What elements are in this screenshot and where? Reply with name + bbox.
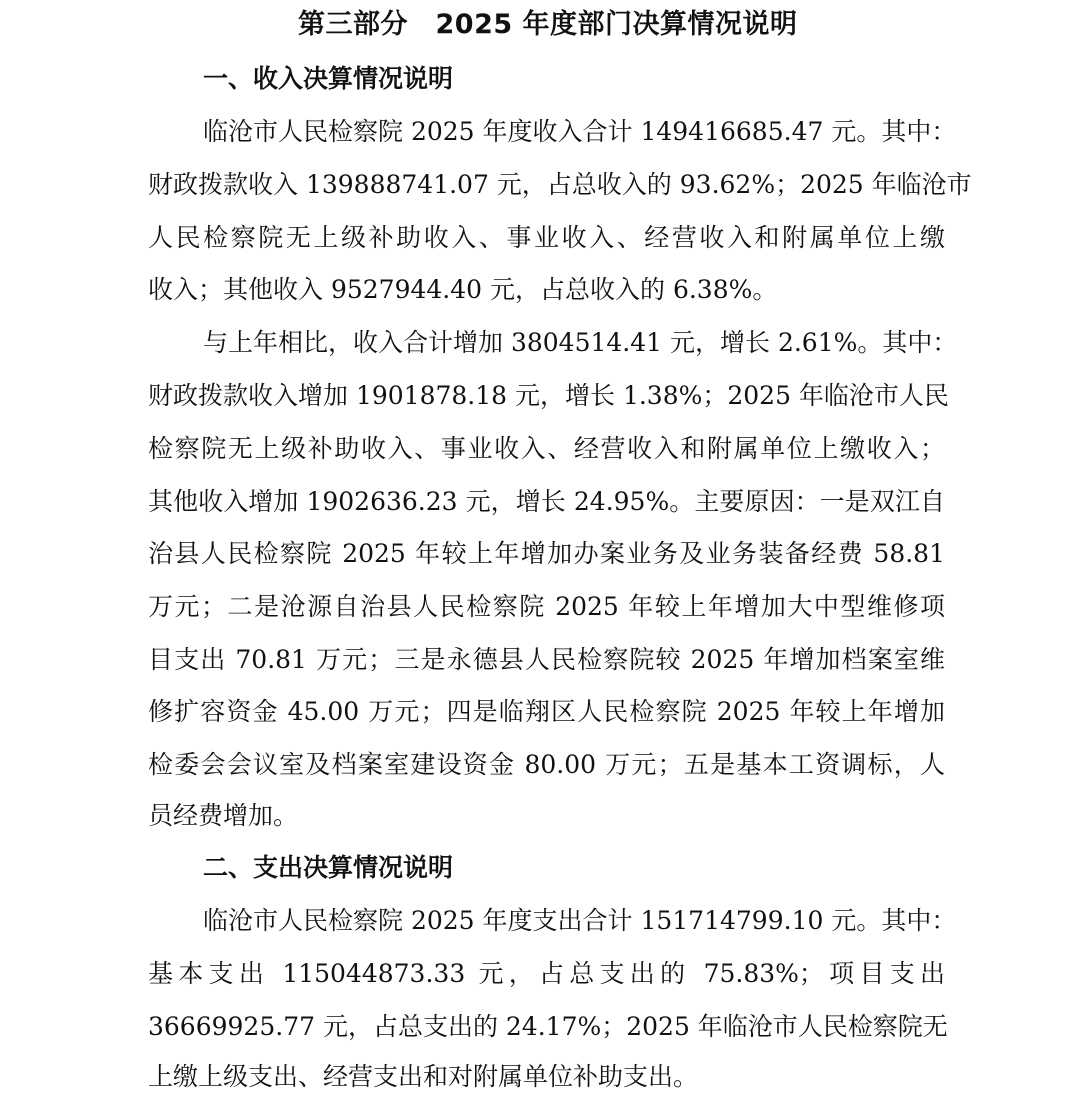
text-line: 检委会会议室及档案室建设资金 80.00 万元；五是基本工资调标，人 [148,750,945,779]
section-heading-expenditure: 二、支出决算情况说明 [203,853,454,882]
text-line: 其他收入增加 1902636.23 元，增长 24.95%。主要原因：一是双江自 [148,487,945,516]
text-line: 修扩容资金 45.00 万元；四是临翔区人民检察院 2025 年较上年增加 [148,697,945,726]
text-line: 临沧市人民检察院 2025 年度收入合计 149416685.47 元。其中： [203,117,957,146]
text-line: 目支出 70.81 万元；三是永德县人民检察院较 2025 年增加档案室维 [148,645,945,674]
text-line: 财政拨款收入 139888741.07 元，占总收入的 93.62%；2025 年临沧市 [148,170,972,199]
text-line: 收入；其他收入 9527944.40 元，占总收入的 6.38%。 [148,275,778,304]
text-line: 基本支出 115044873.33 元，占总支出的 75.83%；项目支出 [148,959,945,988]
text-line: 上缴上级支出、经营支出和对附属单位补助支出。 [148,1062,699,1091]
text-line: 36669925.77 元，占总支出的 24.17%；2025 年临沧市人民检察院无 [148,1012,948,1041]
text-line: 人民检察院无上级补助收入、事业收入、经营收入和附属单位上缴 [148,223,945,252]
section-heading-income: 一、收入决算情况说明 [203,64,454,93]
text-line: 员经费增加。 [148,801,299,830]
text-line: 万元；二是沧源自治县人民检察院 2025 年较上年增加大中型维修项 [148,592,945,621]
text-line: 治县人民检察院 2025 年较上年增加办案业务及业务装备经费 58.81 [148,539,945,568]
text-line: 财政拨款收入增加 1901878.18 元，增长 1.38%；2025 年临沧市人民 [148,381,949,410]
document-title: 第三部分 2025 年度部门决算情况说明 [298,9,798,40]
text-line: 检察院无上级补助收入、事业收入、经营收入和附属单位上缴收入； [148,434,945,463]
text-line: 临沧市人民检察院 2025 年度支出合计 151714799.10 元。其中： [203,906,957,935]
text-line: 与上年相比，收入合计增加 3804514.41 元，增长 2.61%。其中： [203,328,958,357]
